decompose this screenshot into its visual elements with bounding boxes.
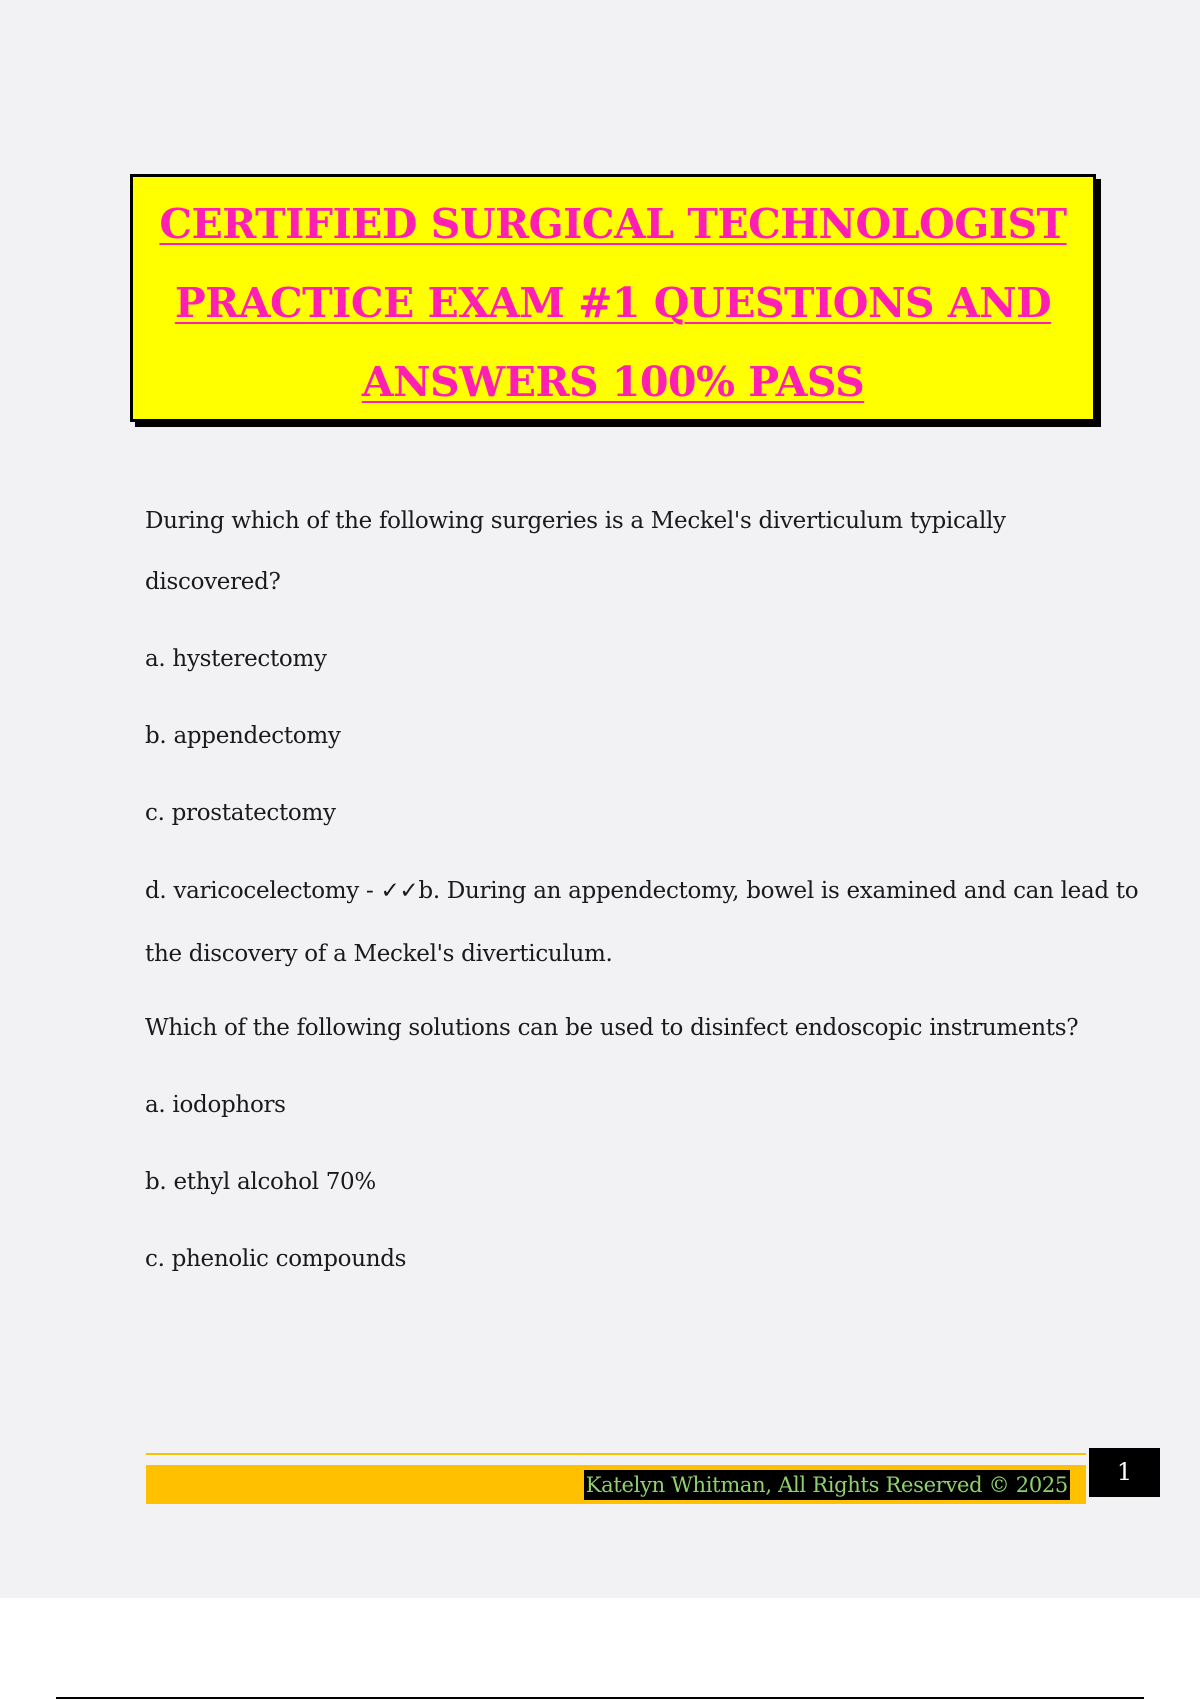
question-1-option-b: b. appendectomy bbox=[145, 723, 341, 749]
question-1-text-line-1: During which of the following surgeries is a Meckel's diverticulum typically bbox=[145, 508, 1006, 534]
title-line-2 bbox=[133, 264, 1093, 343]
question-2-option-a: a. iodophors bbox=[145, 1092, 286, 1118]
question-1-option-a: a. hysterectomy bbox=[145, 646, 327, 672]
footer-band bbox=[146, 1465, 1086, 1504]
question-2-option-c: c. phenolic compounds bbox=[145, 1246, 407, 1272]
title-text-2: PRACTICE EXAM #1 QUESTIONS AND bbox=[174, 279, 1052, 327]
page-number: 1 bbox=[1089, 1448, 1160, 1497]
question-1-text-line-2: discovered? bbox=[145, 569, 281, 595]
footer-rule bbox=[146, 1453, 1086, 1455]
title-text-3: ANSWERS 100% PASS bbox=[361, 358, 865, 406]
question-1-option-c: c. prostatectomy bbox=[145, 800, 336, 826]
title-text-1: CERTIFIED SURGICAL TECHNOLOGIST bbox=[159, 200, 1067, 248]
question-2-option-b: b. ethyl alcohol 70% bbox=[145, 1169, 376, 1195]
footer-copyright: Katelyn Whitman, All Rights Reserved © 2025 bbox=[584, 1470, 1070, 1500]
title-line-1 bbox=[133, 185, 1093, 264]
title-line-3 bbox=[133, 343, 1093, 422]
title-box bbox=[130, 174, 1096, 422]
question-1-answer-line-2: the discovery of a Meckel's diverticulum. bbox=[145, 941, 613, 967]
question-2-text-line-1: Which of the following solutions can be used to disinfect endoscopic instruments? bbox=[145, 1015, 1079, 1041]
page-separator-rule bbox=[56, 1697, 1144, 1699]
question-1-answer-line-1: d. varicocelectomy - ✓✓b. During an appendectomy, bowel is examined and can lead to bbox=[145, 878, 1139, 904]
